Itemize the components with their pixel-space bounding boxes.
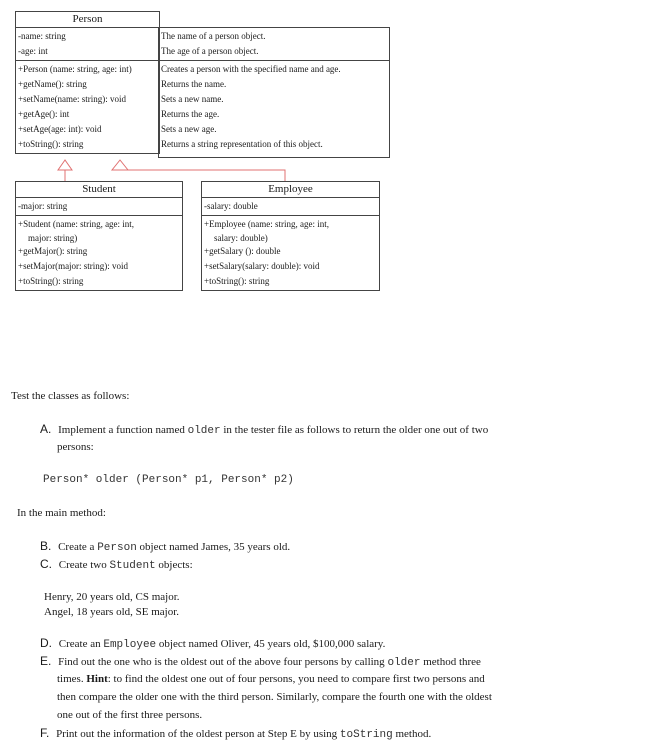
step-f-text-post: method. (395, 728, 432, 740)
inheritance-arrows (0, 0, 648, 200)
person-method: +setName(name: string): void (18, 94, 127, 104)
step-e-line2-post: : to find the oldest one out of four persons, you need to compare first two persons and (107, 673, 485, 685)
step-f-text-pre: Print out the information of the oldest person at Step E by using (56, 728, 338, 740)
student-method: +getMajor(): string (18, 246, 88, 256)
method-description: Creates a person with the specified name and age. (161, 64, 341, 74)
student-method: +setMajor(major: string): void (18, 261, 129, 271)
step-c-code: Student (109, 560, 156, 572)
student-class-title: Student (16, 182, 182, 198)
step-f-code: toString (339, 729, 393, 741)
student-constructor (16, 217, 182, 244)
step-b-text-pre: Create a (58, 541, 95, 553)
attr-description: The name of a person object. (161, 31, 266, 41)
step-e-line4: one out of the first three persons. (57, 709, 203, 721)
intro-text: Test the classes as follows: (11, 390, 130, 402)
step-e-line1 (40, 652, 481, 672)
method-description: Sets a new name. (161, 94, 224, 104)
student-method: +toString(): string (18, 276, 84, 286)
step-c-text-pre: Create two (58, 559, 107, 571)
person-attr: -name: string (18, 31, 66, 41)
method-description: Sets a new age. (161, 124, 217, 134)
person-method: +toString(): string (18, 139, 84, 149)
employee-class-title: Employee (202, 182, 379, 198)
main-method-label: In the main method: (17, 507, 106, 519)
student-inheritance-arrowhead-icon (58, 160, 72, 170)
step-e-letter: E. (40, 654, 52, 668)
student-class-box (15, 181, 183, 291)
attr-description: The age of a person object. (161, 46, 259, 56)
employee-attr: -salary: double (204, 201, 258, 211)
step-c-text-post: objects: (158, 559, 193, 571)
step-a-code: older (187, 425, 221, 437)
step-d (40, 634, 385, 654)
step-b-text-post: object named James, 35 years old. (139, 541, 291, 553)
employee-ctor-line1: +Employee (name: string, age: int, (204, 219, 330, 229)
employee-inheritance-arrowhead-icon (112, 160, 128, 170)
student-methods (16, 216, 182, 290)
method-description: Returns the age. (161, 109, 220, 119)
step-d-text-post: object named Oliver, 45 years old, $100,000 salary. (158, 638, 386, 650)
person-method: +setAge(age: int): void (18, 124, 102, 134)
employee-method: +setSalary(salary: double): void (204, 261, 320, 271)
step-a-text-post: in the tester file as follows to return the older one out of two (223, 424, 489, 436)
employee-method: +toString(): string (204, 276, 270, 286)
person-method: +getAge(): int (18, 109, 70, 119)
step-e-line1-post: method three (423, 656, 481, 668)
step-e-line1-pre: Find out the one who is the oldest out of the above four persons by calling (58, 656, 385, 668)
step-a-letter: A. (40, 422, 52, 436)
step-b-code: Person (97, 542, 137, 554)
step-e-line3: then compare the older one with the third person. Similarly, compare the fourth one with the oldest (57, 691, 492, 703)
step-c-letter: C. (40, 557, 52, 571)
step-e-line2-pre: times. (57, 673, 84, 685)
step-b (40, 537, 290, 557)
person-method: +getName(): string (18, 79, 87, 89)
step-d-code: Employee (103, 639, 157, 651)
function-signature: Person* older (Person* p1, Person* p2) (43, 474, 294, 486)
employee-ctor-line2: salary: double) (214, 233, 268, 243)
step-d-text-pre: Create an (58, 638, 101, 650)
student-angel: Angel, 18 years old, SE major. (44, 606, 180, 618)
step-e-line2 (57, 670, 485, 688)
step-f (40, 724, 431, 744)
step-e-code: older (387, 657, 421, 669)
step-e-hint-label: Hint (86, 673, 108, 685)
student-attr: -major: string (18, 201, 68, 211)
step-a-line1 (40, 420, 488, 440)
method-description: Returns the name. (161, 79, 227, 89)
student-henry: Henry, 20 years old, CS major. (44, 591, 180, 603)
step-d-letter: D. (40, 636, 52, 650)
step-b-letter: B. (40, 539, 52, 553)
student-ctor-line1: +Student (name: string, age: int, (18, 219, 135, 229)
step-c (40, 555, 193, 575)
employee-inheritance-line (120, 170, 285, 181)
employee-method: +getSalary (): double (204, 246, 281, 256)
student-attributes (16, 198, 182, 216)
method-description: Returns a string representation of this object. (161, 139, 323, 149)
step-a-text-pre: Implement a function named (58, 424, 185, 436)
step-a-line2: persons: (57, 441, 94, 453)
person-attr: -age: int (18, 46, 48, 56)
employee-constructor (202, 217, 379, 244)
student-ctor-line2: major: string) (28, 233, 78, 243)
employee-methods (202, 216, 379, 290)
step-f-letter: F. (40, 726, 50, 740)
employee-class-box (201, 181, 380, 291)
employee-attributes (202, 198, 379, 216)
person-method: +Person (name: string, age: int) (18, 64, 132, 74)
person-class-title: Person (16, 12, 159, 28)
